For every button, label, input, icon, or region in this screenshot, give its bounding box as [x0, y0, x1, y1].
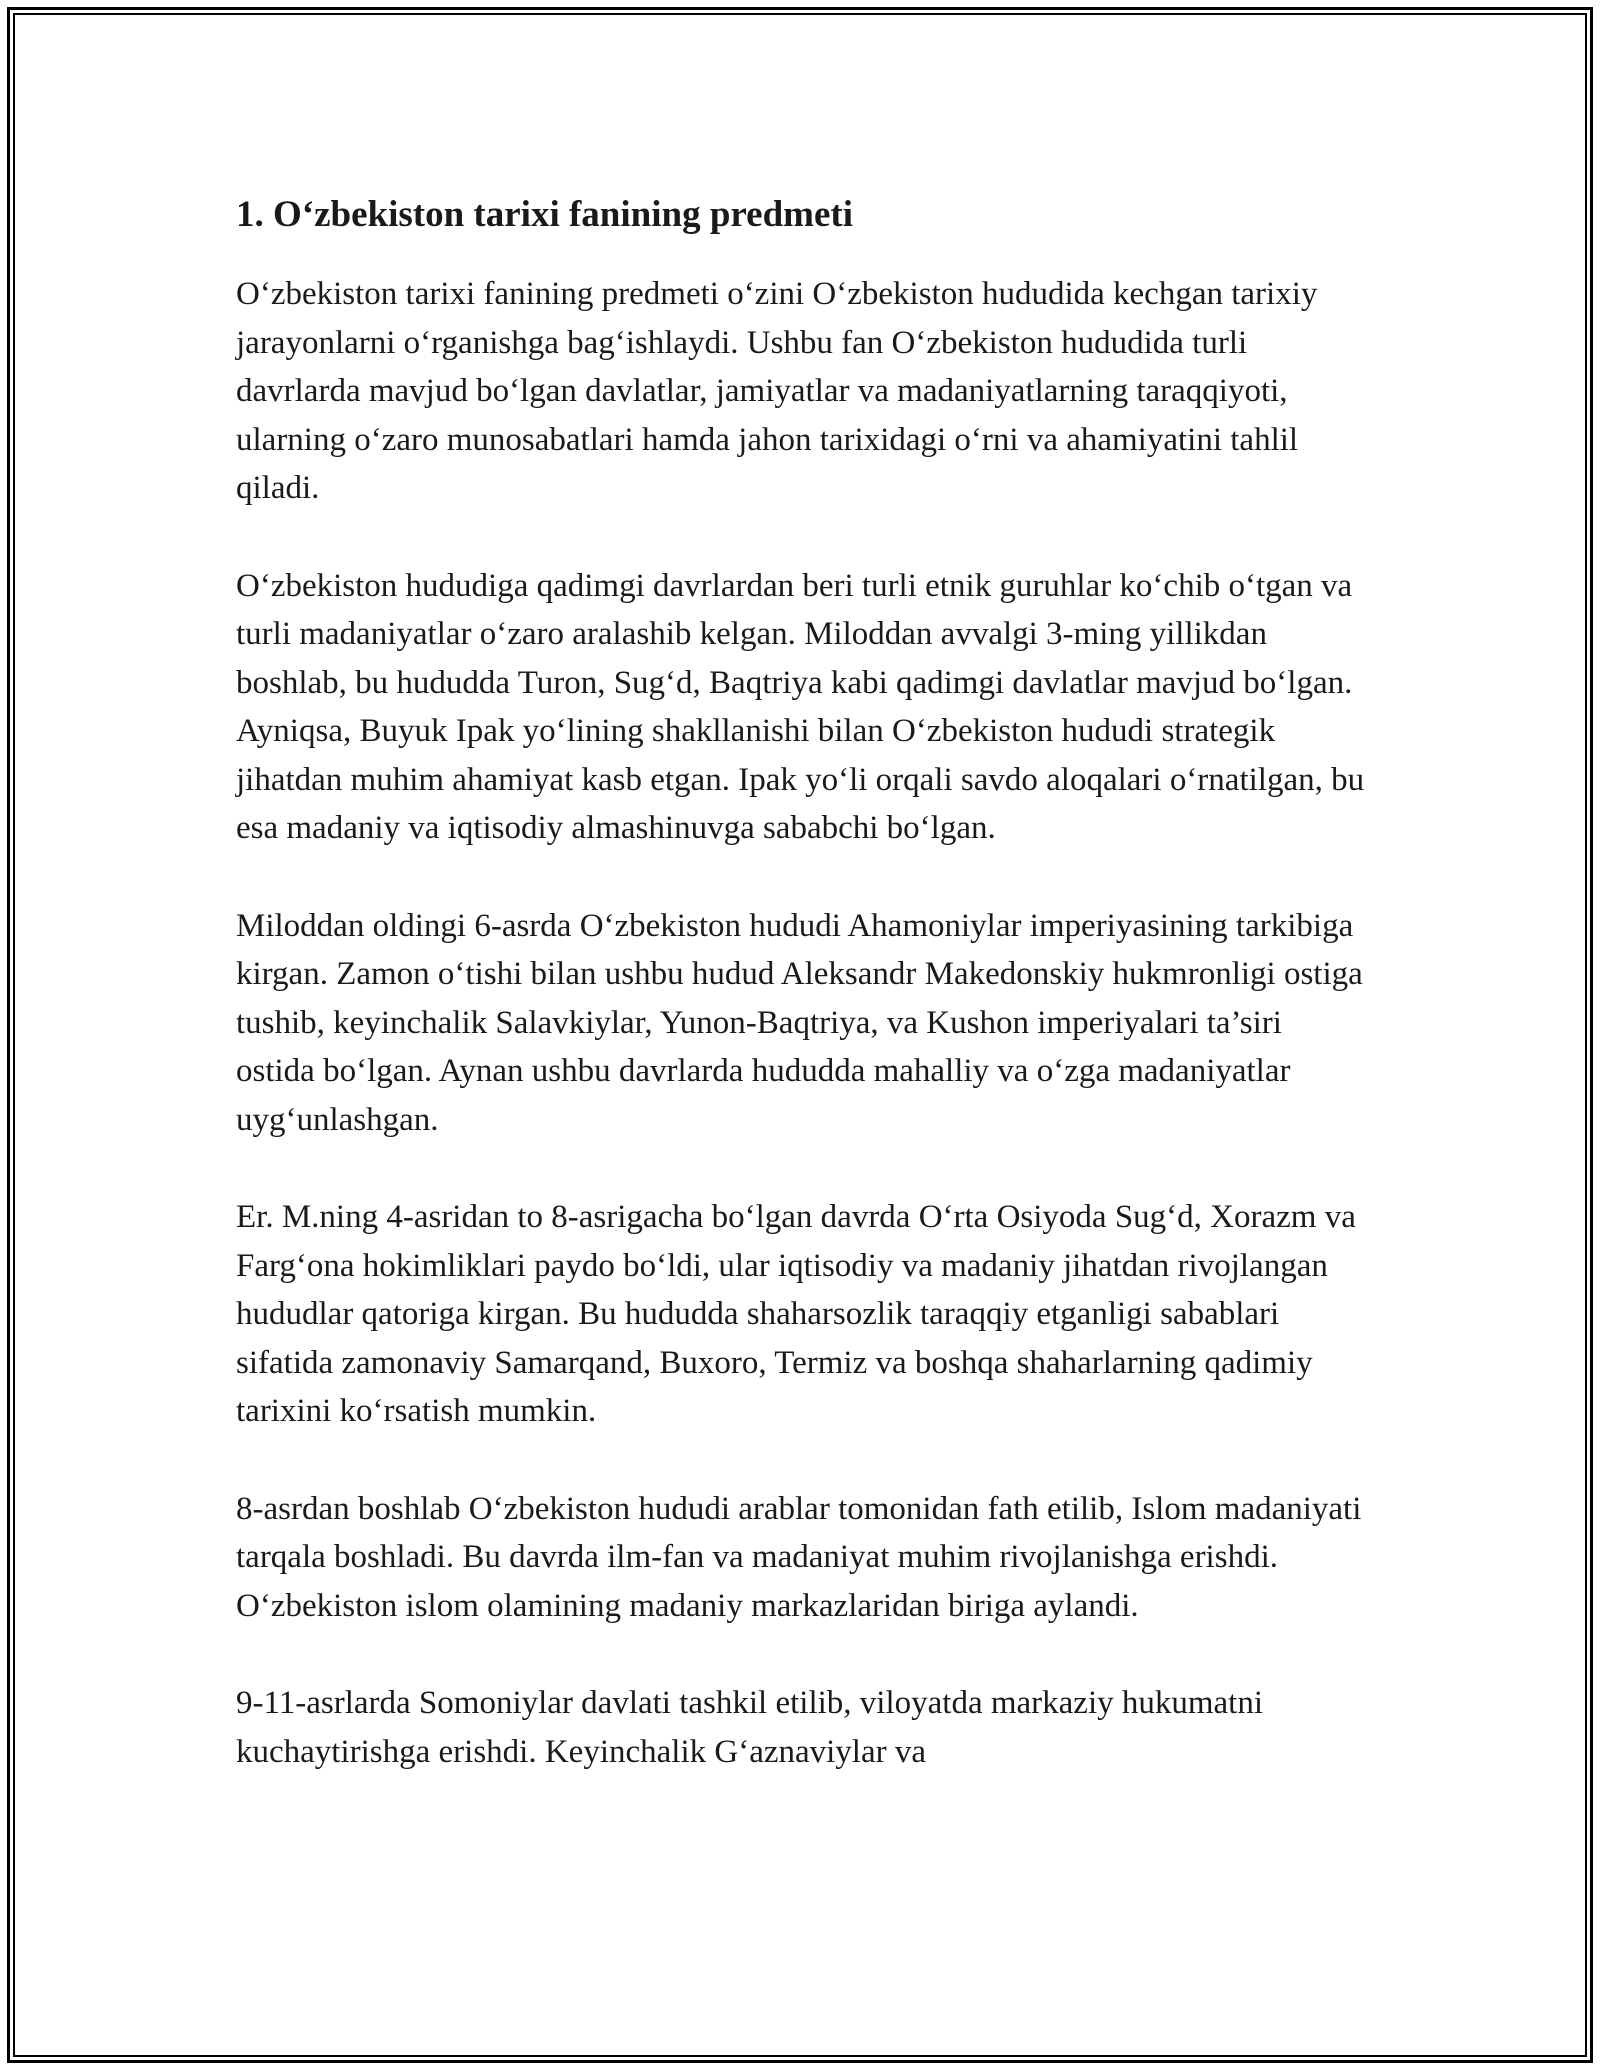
paragraph-1: O‘zbekiston tarixi fanining predmeti o‘zini O‘zbekiston hududida kechgan tarixiy jarayonlarni o‘rganishga bag‘ishlaydi. Ushbu fan O‘zbekiston hududida turli davrlarda mavjud bo‘lgan davlatlar, jamiyatlar va madaniyatlarning taraqqiyoti, ularning o‘zaro munosabatlari hamda jahon tarixidagi o‘rni va ahamiyatini tahlil qiladi. [236, 276, 1318, 506]
paragraph-5: 8-asrdan boshlab O‘zbekiston hududi arablar tomonidan fath etilib, Islom madaniyati tarqala boshladi. Bu davrda ilm-fan va madaniyat muhim rivojlanishga erishdi. O‘zbekiston islom olamining madaniy markazlaridan biriga aylandi. [236, 1490, 1362, 1624]
paragraph-3: Miloddan oldingi 6-asrda O‘zbekiston hududi Ahamoniylar imperiyasining tarkibiga kirgan. Zamon o‘tishi bilan ushbu hudud Aleksandr Makedonskiy hukmronligi ostiga tushib, keyinchalik Salavkiylar, Yunon-Baqtriya, va Kushon imperiyalari ta’siri ostida bo‘lgan. Aynan ushbu davrlarda hududda mahalliy va o‘zga madaniyatlar uyg‘unlashgan. [236, 907, 1363, 1138]
paragraph-4: Er. M.ning 4-asridan to 8-asrigacha bo‘lgan davrda O‘rta Osiyoda Sug‘d, Xorazm va Farg‘ona hokimliklari paydo bo‘ldi, ular iqtisodiy va madaniy jihatdan rivojlangan hududlar qatoriga kirgan. Bu hududda shaharsozlik taraqqiy etganligi sabablari sifatida zamonaviy Samarqand, Buxoro, Termiz va boshqa shaharlarning qadimiy tarixini ko‘rsatish mumkin. [236, 1199, 1356, 1429]
paragraph-6: 9-11-asrlarda Somoniylar davlati tashkil etilib, viloyatda markaziy hukumatni kuchaytirishga erishdi. Keyinchalik G‘aznaviylar va [236, 1685, 1264, 1770]
section-heading: 1. O‘zbekiston tarixi fanining predmeti [236, 194, 854, 235]
paragraph-2: O‘zbekiston hududiga qadimgi davrlardan beri turli etnik guruhlar ko‘chib o‘tgan va turli madaniyatlar o‘zaro aralashib kelgan. Miloddan avvalgi 3-ming yillikdan boshlab, bu hududda Turon, Sug‘d, Baqtriya kabi qadimgi davlatlar mavjud bo‘lgan. Ayniqsa, Buyuk Ipak yo‘lining shakllanishi bilan O‘zbekiston hududi strategik jihatdan muhim ahamiyat kasb etgan. Ipak yo‘li orqali savdo aloqalari o‘rnatilgan, bu esa madaniy va iqtisodiy almashinuvga sababchi bo‘lgan. [236, 567, 1365, 846]
document-body [236, 188, 1366, 1776]
